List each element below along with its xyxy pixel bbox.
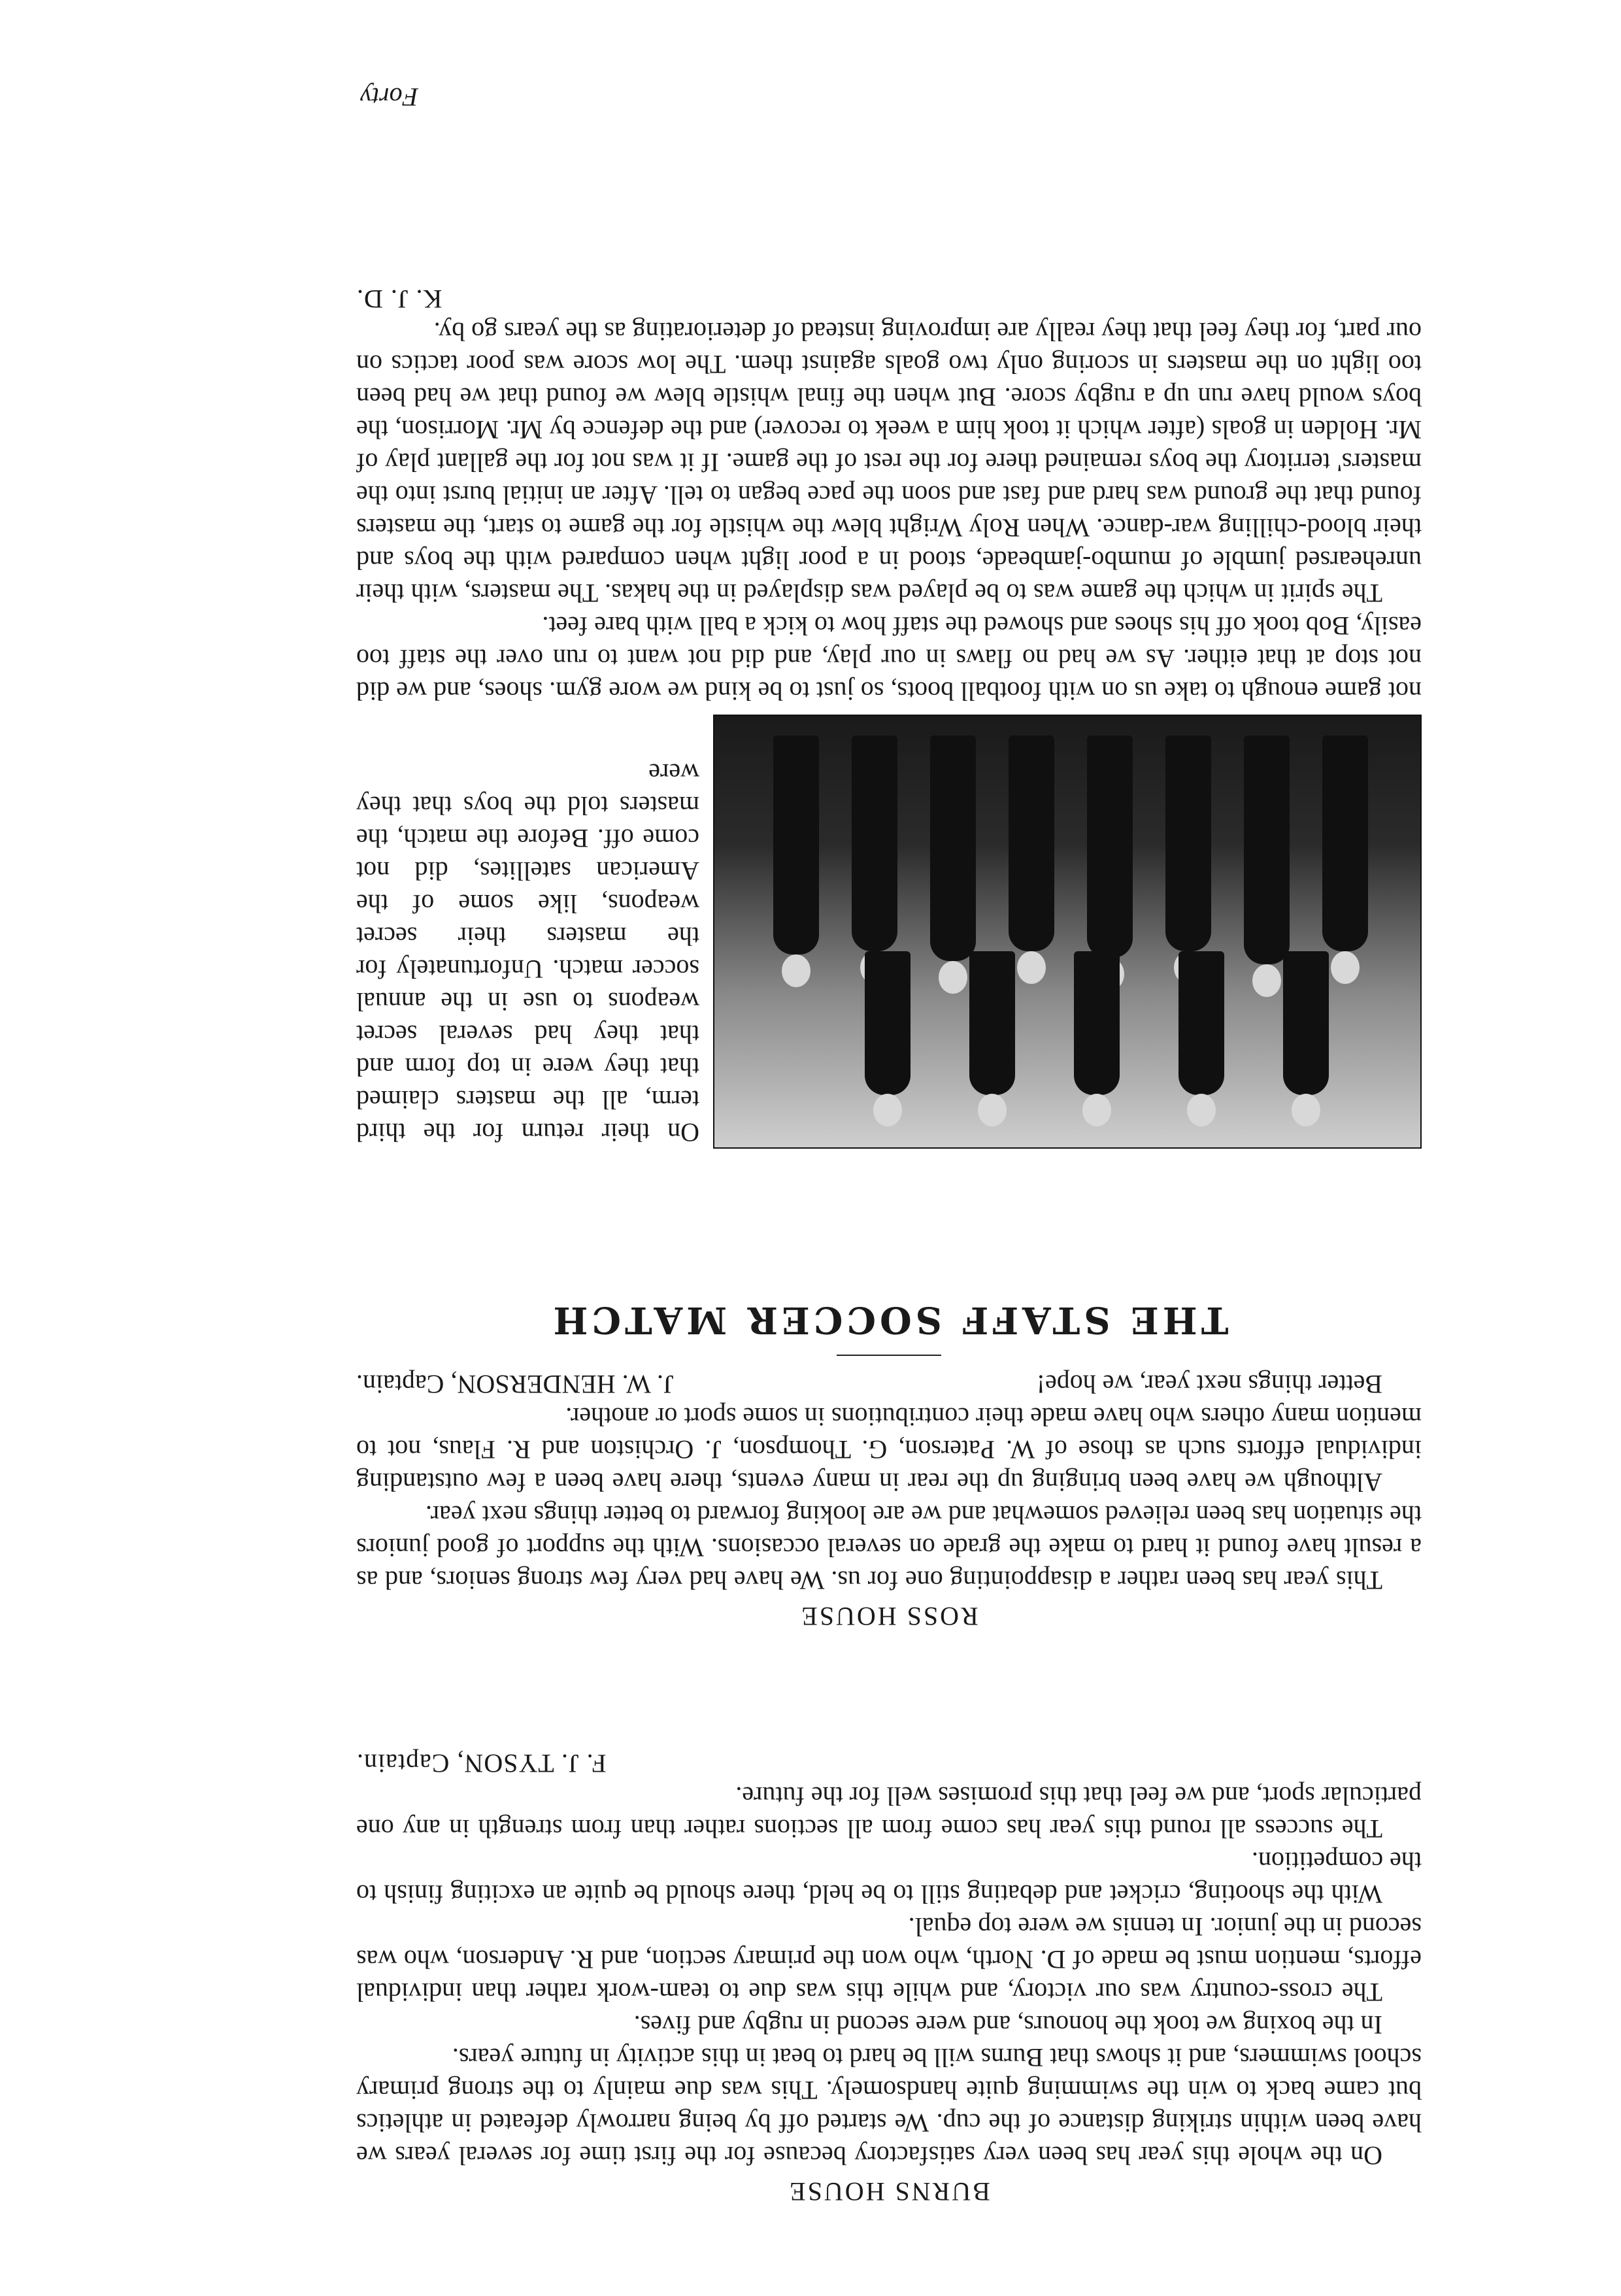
photo-figure — [1074, 951, 1120, 1095]
ross-closing-line — [356, 1368, 1422, 1400]
ross-signature: J. W. HENDERSON, Captain. — [356, 1370, 674, 1399]
photo-figure — [1244, 735, 1290, 964]
staff-match-intro: On their return for the third term, all the masters claimed that they were in top form and that they had several secret weapons to use in the annual soccer match. Unfortunately for the masters their secret weapons, like some of the American satellites, did not come off. Before the match, the masters told the boys that they were — [356, 758, 699, 1147]
staff-match-paragraph: not game enough to take us on with football boots, so just to be kind we wore gym. shoes, and we did not stop at that either. As we had no flaws in our play, and did not want to run over the staff too easily, Bob took off his shoes and showed the staff how to kick a ball with bare feet. — [356, 611, 1422, 706]
ross-paragraph: Although we have been bringing up the rear in many events, there have been a few outstanding individual efforts such as those of W. Paterson, G. Thompson, J. Orchiston and R. Flaus, not to mention many others who have made their contributions in some sport or another. — [356, 1402, 1422, 1497]
staff-match-title: THE STAFF SOCCER MATCH — [549, 1298, 1229, 1342]
photo-head — [1082, 1094, 1111, 1126]
photo-figure — [865, 951, 911, 1095]
photo-head — [939, 961, 967, 994]
photo-head — [1187, 1094, 1216, 1126]
burns-house-section — [356, 1747, 1422, 2211]
photo-figure — [852, 735, 897, 951]
page-number: Forty — [360, 82, 418, 112]
photo-block — [0, 711, 1621, 1149]
ross-house-section — [356, 1280, 1422, 1636]
ross-paragraph: This year has been rather a disappointing one for us. We have had very few strong seniors, and as a result have found it hard to make the grade on several occasions. With the support of good juniors the situation has been relieved somewhat and we are looking forward to better things next year. — [356, 1500, 1422, 1595]
photo-head — [782, 954, 811, 987]
photo-figure — [930, 735, 976, 961]
ross-house-heading: ROSS HOUSE — [799, 1602, 978, 1631]
photo-figure — [1087, 735, 1133, 958]
staff-match-body — [356, 282, 1422, 707]
photo-figure — [1322, 735, 1368, 951]
staff-match-paragraph: The spirit in which the game was to be played was displayed in the hakas. The masters, with their unrehearsed jumble of mumbo-jambeade, stood in a poor light when compared with the boys and their blood-chilling war-dance. When Roly Wright blew the whistle for the game to start, the masters found that the ground was hard and fast and soon the pace began to tell. After an initial burst into the masters' territory the boys remained there for the rest of the game. If it was not for the gallant play of Mr. Holden in goals (after which it took him a week to recover) and the defence by Mr. Morrison, the boys would have run up a rugby score. But when the final whistle blew we found that we had been too light on the masters in scoring only two goals against them. The low score was poor tactics on our part, for they feel that they really are improving instead of deteriorating as the years go by. — [356, 317, 1422, 608]
photo-head — [873, 1094, 902, 1126]
photo-figure — [773, 735, 819, 954]
team-photo — [713, 715, 1422, 1149]
photo-head — [1331, 951, 1360, 984]
section-divider — [837, 1355, 941, 1356]
photo-figure — [1283, 951, 1329, 1095]
burns-paragraph: The cross-country was our victory, and while this was due to team-work rather than individual efforts, mention must be made of D. North, who won the primary section, and R. Anderson, who was second in the junior. In tennis we were top equal. — [356, 1912, 1422, 2007]
burns-house-heading: BURNS HOUSE — [788, 2177, 990, 2206]
photo-figure — [1009, 735, 1054, 951]
photo-figure — [1165, 735, 1211, 951]
photo-figure — [1178, 951, 1224, 1095]
ross-closing: Better things next year, we hope! — [1036, 1370, 1382, 1399]
staff-match-wrap-column — [356, 756, 699, 1149]
photo-head — [1292, 1094, 1320, 1126]
burns-paragraph: The success all round this year has come from all sections rather than from strength in any one particular sport, and we feel that this promises well for the future. — [356, 1781, 1422, 1844]
staff-match-signature: K. J. D. — [356, 284, 443, 314]
burns-paragraph: In the boxing we took the honours, and were second in rugby and fives. — [633, 2010, 1382, 2040]
burns-paragraph: On the whole this year has been very satisfactory because for the first time for several years we have been within striking distance of the cup. We started off by being narrowly defeated in athletics but came back to win the swimming quite handsomely. This was due mainly to the strong primary school swimmers, and it shows that Burns will be hard to beat in this activity in future years. — [356, 2043, 1422, 2170]
photo-head — [978, 1094, 1007, 1126]
photo-head — [1017, 951, 1046, 984]
photo-head — [1252, 964, 1281, 997]
burns-paragraph: With the shooting, cricket and debating still to be held, there should be quite an exciting finish to the competition. — [356, 1847, 1422, 1909]
photo-figure — [969, 951, 1015, 1095]
burns-signature: F. J. TYSON, Captain. — [356, 1749, 607, 1778]
